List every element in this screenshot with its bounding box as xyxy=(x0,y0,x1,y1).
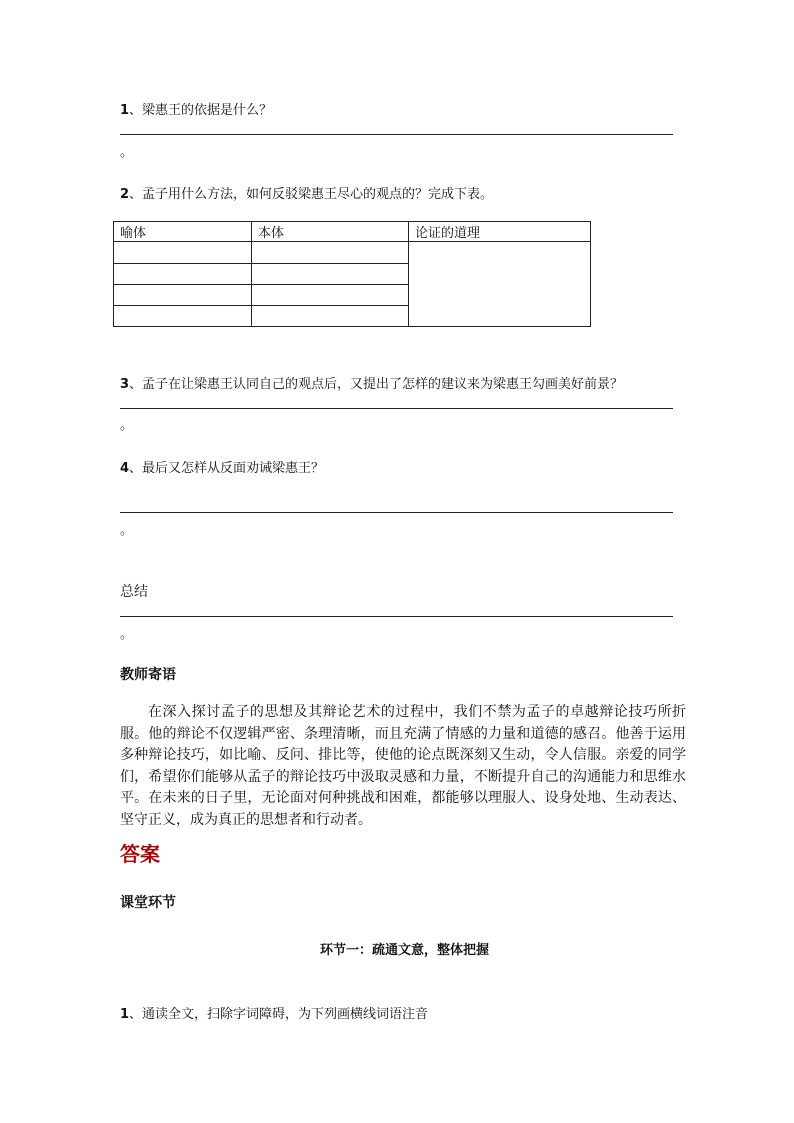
table-cell[interactable] xyxy=(252,285,409,306)
teacher-words-body: 在深入探讨孟子的思想及其辩论艺术的过程中，我们不禁为孟子的卓越辩论技巧所折服。他的辩论不仅逻辑严密、条理清晰，而且充满了情感的力量和道德的感召。他善于运用多种辩论技巧，如比喻、反问、排比等，使他的论点既深刻又生动，令人信服。亲爱的同学们，希望你们能够从孟子的辩论技巧中汲取灵感和力量，不断提升自己的沟通能力和思维水平。在未来的日子里，无论面对何种挑战和困难，都能够以理服人、设身处地、生动表达、坚守正义，成为真正的思想者和行动者。 xyxy=(120,704,686,828)
question-4 xyxy=(120,457,324,476)
period-4: 。 xyxy=(120,523,134,538)
comparison-table xyxy=(113,221,591,327)
answer-title: 答案 xyxy=(120,842,160,866)
table-cell-reasoning[interactable] xyxy=(409,242,591,327)
question-4-text: 、最后又怎样从反面劝诫梁惠王？ xyxy=(129,461,325,476)
answer-question-1-text: 、通读全文，扫除字词障碍，为下列画横线词语注音 xyxy=(129,1007,429,1022)
question-1-number: 1 xyxy=(120,103,130,118)
answer-line-3[interactable] xyxy=(120,408,673,409)
answer-question-1-number: 1 xyxy=(120,1007,130,1022)
teacher-words-title: 教师寄语 xyxy=(120,667,176,683)
question-1-text: 、梁惠王的依据是什么？ xyxy=(129,103,273,118)
table-header-reasoning: 论证的道理 xyxy=(409,222,591,242)
table-header-vehicle: 喻体 xyxy=(114,222,252,242)
question-2-text: 、孟子用什么方法，如何反驳梁惠王尽心的观点的？完成下表。 xyxy=(129,187,494,202)
question-3-number: 3 xyxy=(120,377,130,392)
answer-line-1[interactable] xyxy=(120,134,673,135)
answer-line-summary[interactable] xyxy=(120,616,673,617)
question-2 xyxy=(120,183,493,202)
question-2-number: 2 xyxy=(120,187,130,202)
period-3: 。 xyxy=(120,418,134,433)
table-cell[interactable] xyxy=(114,306,252,327)
question-3-text: 、孟子在让梁惠王认同自己的观点后，又提出了怎样的建议来为梁惠王勾画美好前景？ xyxy=(129,377,624,392)
answer-line-4[interactable] xyxy=(120,512,673,513)
table-cell[interactable] xyxy=(114,264,252,285)
table-cell[interactable] xyxy=(114,285,252,306)
period-1: 。 xyxy=(120,145,134,160)
question-1 xyxy=(120,99,272,118)
answer-question-1 xyxy=(120,1003,428,1022)
table-header-tenor: 本体 xyxy=(252,222,409,242)
stage-title: 环节一：疏通文意，整体把握 xyxy=(320,943,490,958)
table-cell[interactable] xyxy=(252,306,409,327)
section-title: 课堂环节 xyxy=(120,895,176,911)
table-cell[interactable] xyxy=(114,242,252,264)
table-cell[interactable] xyxy=(252,242,409,264)
summary-label: 总结 xyxy=(120,584,148,600)
table-cell[interactable] xyxy=(252,264,409,285)
question-3 xyxy=(120,373,623,392)
question-4-number: 4 xyxy=(120,461,130,476)
period-summary: 。 xyxy=(120,627,134,642)
